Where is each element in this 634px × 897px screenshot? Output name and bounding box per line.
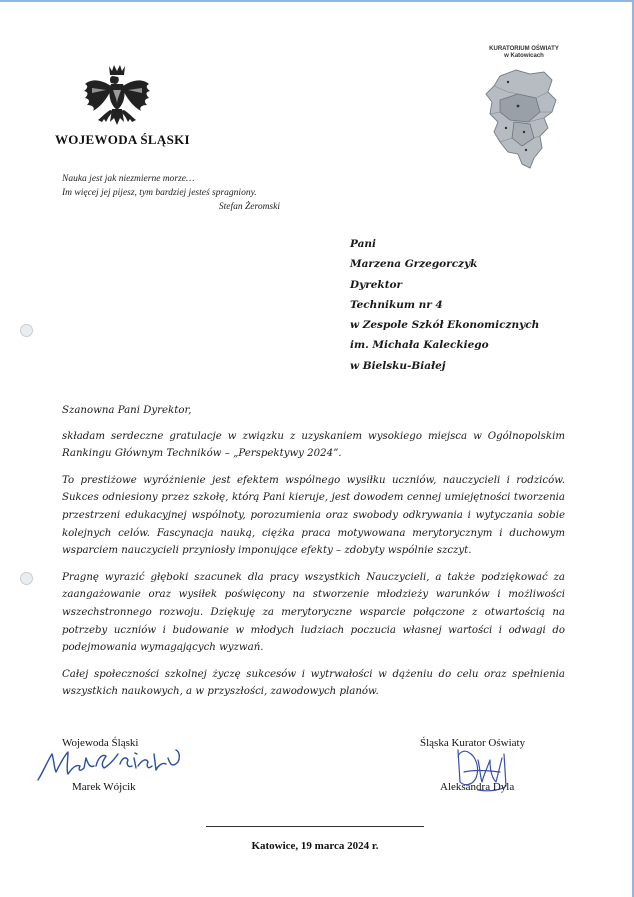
quote-line-2: Im więcej jej pijesz, tym bardziej jesteś spragniony. — [62, 188, 257, 198]
silesia-map-icon — [478, 62, 570, 172]
punch-hole-top — [20, 324, 33, 337]
epigraph-quote — [62, 172, 292, 214]
body-paragraph: To prestiżowe wyróżnienie jest efektem wspólnego wysiłku uczniów, nauczycieli i rodziców. Sukces odniesiony przez szkołę, którą Pani kieruje, jest dowodem cennej umiejętności tworzenia przestrzeni edukacyjnej wspólnoty, porozumienia oraz swobody odkrywania i wytyczania sobie kolejnych celów. Fascynacja nauką, ciężka praca motywowana merytorycznym i duchowym wsparciem nauczycieli przyniosły imponujące efekty – zdobyty wspólnie szczyt. — [62, 474, 565, 557]
body-paragraph: Całej społeczności szkolnej życzę sukcesów i wytrwałości w dążeniu do celu oraz spełnienia wszystkich naukowych, a w przyszłości, zawodowych planów. — [62, 668, 565, 698]
date-divider — [206, 826, 424, 827]
eagle-emblem-icon — [82, 62, 152, 136]
quote-author: Stefan Żeromski — [218, 202, 280, 212]
body-paragraph: Pragnę wyrazić głęboki szacunek dla pracy wszystkich Nauczycieli, a także podziękować za zaangażowanie oraz wysiłek poświęcony na stworzenie młodzieży warunków i możliwości wszechstronnego rozwoju. Dziękuję za merytoryczne wsparcie połączone z otwartością na potrzeby uczniów i budowanie w młodych ludziach poczucia własnej wartości i odwagi do podejmowania wymagających wyzwań. — [62, 571, 565, 654]
address-line: Pani — [350, 238, 377, 250]
salutation: Szanowna Pani Dyrektor, — [62, 405, 192, 416]
issuer-title: WOJEWODA ŚLĄSKI — [55, 132, 190, 147]
body-paragraph: składam serdeczne gratulacje w związku z uzyskaniem wysokiego miejsca w Ogólnopolskim Rankingu Głównym Techników – „Perspektywy 2024”. — [62, 430, 565, 460]
signatory-left-name: Marek Wójcik — [72, 781, 136, 793]
address-line: Dyrektor — [350, 278, 403, 291]
address-line: w Zespole Szkół Ekonomicznych — [350, 319, 540, 332]
signature-left-handwriting — [34, 744, 184, 784]
place-and-date: Katowice, 19 marca 2024 r. — [251, 840, 379, 852]
signatory-right-name: Aleksandra Dyla — [440, 781, 515, 793]
quote-line-1: Nauka jest jak niezmierne morze… — [62, 174, 195, 184]
letter-body — [62, 402, 565, 710]
signatory-right-role: Śląska Kurator Oświaty — [420, 737, 526, 749]
signatory-left-role: Wojewoda Śląski — [62, 737, 139, 749]
punch-hole-bottom — [20, 572, 33, 585]
curatorium-name: KURATORIUM OŚWIATY — [489, 46, 559, 52]
address-line: Technikum nr 4 — [350, 298, 443, 311]
address-line: w Bielsku-Białej — [350, 359, 446, 372]
curatorium-logo-text — [478, 46, 570, 60]
address-line: im. Michała Kaleckiego — [350, 339, 489, 352]
recipient-address — [350, 234, 600, 376]
curatorium-city: w Katowicach — [504, 53, 544, 59]
address-line: Marzena Grzegorczyk — [350, 258, 478, 271]
